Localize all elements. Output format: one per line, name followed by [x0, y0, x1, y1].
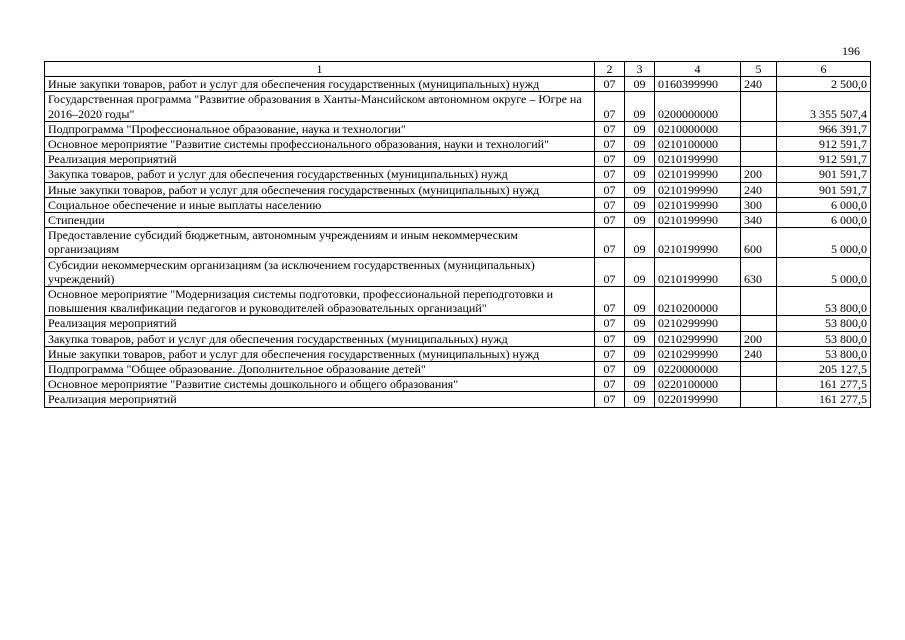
amount-cell: 161 277,5	[777, 392, 871, 407]
section-cell: 07	[595, 197, 625, 212]
name-cell: Иные закупки товаров, работ и услуг для обеспечения государственных (муниципальных) нужд	[45, 346, 595, 361]
target-article-cell: 0220100000	[655, 377, 741, 392]
table-row	[45, 77, 871, 92]
subsection-cell: 09	[625, 316, 655, 331]
amount-cell: 2 500,0	[777, 77, 871, 92]
target-article-cell: 0210199990	[655, 257, 741, 286]
target-article-cell: 0210000000	[655, 121, 741, 136]
subsection-cell: 09	[625, 213, 655, 228]
name-cell: Подпрограмма "Общее образование. Дополнительное образование детей"	[45, 362, 595, 377]
subsection-cell: 09	[625, 137, 655, 152]
header-cell-subsection: 3	[625, 62, 655, 77]
name-cell: Закупка товаров, работ и услуг для обеспечения государственных (муниципальных) нужд	[45, 167, 595, 182]
table-row	[45, 346, 871, 361]
table-row	[45, 213, 871, 228]
table-body	[45, 77, 871, 407]
page-number: 196	[842, 44, 860, 58]
amount-cell: 161 277,5	[777, 377, 871, 392]
section-cell: 07	[595, 331, 625, 346]
section-cell: 07	[595, 287, 625, 316]
name-cell: Реализация мероприятий	[45, 316, 595, 331]
name-cell: Реализация мероприятий	[45, 392, 595, 407]
target-article-cell: 0210299990	[655, 346, 741, 361]
table-row	[45, 121, 871, 136]
subsection-cell: 09	[625, 287, 655, 316]
section-cell: 07	[595, 121, 625, 136]
amount-cell: 53 800,0	[777, 331, 871, 346]
expense-type-cell	[741, 377, 777, 392]
section-cell: 07	[595, 346, 625, 361]
expense-type-cell	[741, 392, 777, 407]
expense-type-cell	[741, 137, 777, 152]
section-cell: 07	[595, 362, 625, 377]
target-article-cell: 0220199990	[655, 392, 741, 407]
section-cell: 07	[595, 137, 625, 152]
expense-type-cell	[741, 92, 777, 121]
name-cell: Основное мероприятие "Развитие системы дошкольного и общего образования"	[45, 377, 595, 392]
amount-cell: 53 800,0	[777, 287, 871, 316]
expense-type-cell: 600	[741, 228, 777, 257]
name-cell: Стипендии	[45, 213, 595, 228]
subsection-cell: 09	[625, 377, 655, 392]
name-cell: Иные закупки товаров, работ и услуг для обеспечения государственных (муниципальных) нужд	[45, 77, 595, 92]
expense-type-cell	[741, 316, 777, 331]
table-row	[45, 377, 871, 392]
subsection-cell: 09	[625, 92, 655, 121]
amount-cell: 5 000,0	[777, 257, 871, 286]
section-cell: 07	[595, 257, 625, 286]
expense-type-cell: 240	[741, 346, 777, 361]
amount-cell: 6 000,0	[777, 213, 871, 228]
amount-cell: 912 591,7	[777, 137, 871, 152]
target-article-cell: 0210199990	[655, 197, 741, 212]
name-cell: Основное мероприятие "Модернизация системы подготовки, профессиональной переподготовки и повышения квалификации педагогов и руководителей образовательных организаций"	[45, 287, 595, 316]
table-row	[45, 197, 871, 212]
table-row	[45, 362, 871, 377]
amount-cell: 205 127,5	[777, 362, 871, 377]
table-row	[45, 92, 871, 121]
amount-cell: 966 391,7	[777, 121, 871, 136]
header-cell-expense-type: 5	[741, 62, 777, 77]
expense-type-cell	[741, 152, 777, 167]
target-article-cell: 0210200000	[655, 287, 741, 316]
subsection-cell: 09	[625, 152, 655, 167]
section-cell: 07	[595, 377, 625, 392]
expense-type-cell: 200	[741, 331, 777, 346]
section-cell: 07	[595, 228, 625, 257]
name-cell: Закупка товаров, работ и услуг для обеспечения государственных (муниципальных) нужд	[45, 331, 595, 346]
subsection-cell: 09	[625, 77, 655, 92]
amount-cell: 53 800,0	[777, 316, 871, 331]
section-cell: 07	[595, 213, 625, 228]
table-row	[45, 257, 871, 286]
subsection-cell: 09	[625, 121, 655, 136]
header-cell-section: 2	[595, 62, 625, 77]
header-cell-name: 1	[45, 62, 595, 77]
section-cell: 07	[595, 167, 625, 182]
table-row	[45, 182, 871, 197]
amount-cell: 901 591,7	[777, 167, 871, 182]
table-row	[45, 228, 871, 257]
subsection-cell: 09	[625, 257, 655, 286]
amount-cell: 5 000,0	[777, 228, 871, 257]
subsection-cell: 09	[625, 182, 655, 197]
target-article-cell: 0210100000	[655, 137, 741, 152]
expense-type-cell: 240	[741, 77, 777, 92]
target-article-cell: 0210299990	[655, 316, 741, 331]
name-cell: Реализация мероприятий	[45, 152, 595, 167]
target-article-cell: 0210299990	[655, 331, 741, 346]
amount-cell: 3 355 507,4	[777, 92, 871, 121]
name-cell: Субсидии некоммерческим организациям (за исключением государственных (муниципальных) учреждений)	[45, 257, 595, 286]
name-cell: Основное мероприятие "Развитие системы профессионального образования, науки и технологий"	[45, 137, 595, 152]
name-cell: Государственная программа "Развитие образования в Ханты-Мансийском автономном округе – Югре на 2016–2020 годы"	[45, 92, 595, 121]
target-article-cell: 0210199990	[655, 152, 741, 167]
target-article-cell: 0210199990	[655, 167, 741, 182]
expense-type-cell: 300	[741, 197, 777, 212]
section-cell: 07	[595, 152, 625, 167]
expense-type-cell	[741, 287, 777, 316]
name-cell: Предоставление субсидий бюджетным, автономным учреждениям и иным некоммерческим организациям	[45, 228, 595, 257]
section-cell: 07	[595, 392, 625, 407]
target-article-cell: 0160399990	[655, 77, 741, 92]
amount-cell: 53 800,0	[777, 346, 871, 361]
table-row	[45, 137, 871, 152]
subsection-cell: 09	[625, 362, 655, 377]
target-article-cell: 0210199990	[655, 228, 741, 257]
name-cell: Подпрограмма "Профессиональное образование, наука и технологии"	[45, 121, 595, 136]
table-row	[45, 392, 871, 407]
subsection-cell: 09	[625, 346, 655, 361]
section-cell: 07	[595, 316, 625, 331]
budget-table	[44, 61, 871, 408]
section-cell: 07	[595, 77, 625, 92]
table-row	[45, 167, 871, 182]
subsection-cell: 09	[625, 392, 655, 407]
target-article-cell: 0210199990	[655, 213, 741, 228]
subsection-cell: 09	[625, 197, 655, 212]
expense-type-cell	[741, 362, 777, 377]
header-cell-target-article: 4	[655, 62, 741, 77]
expense-type-cell: 340	[741, 213, 777, 228]
amount-cell: 912 591,7	[777, 152, 871, 167]
header-cell-amount: 6	[777, 62, 871, 77]
subsection-cell: 09	[625, 167, 655, 182]
amount-cell: 901 591,7	[777, 182, 871, 197]
subsection-cell: 09	[625, 228, 655, 257]
table-row	[45, 287, 871, 316]
table-row	[45, 331, 871, 346]
name-cell: Иные закупки товаров, работ и услуг для обеспечения государственных (муниципальных) нужд	[45, 182, 595, 197]
target-article-cell: 0200000000	[655, 92, 741, 121]
header-row	[45, 62, 871, 77]
section-cell: 07	[595, 182, 625, 197]
amount-cell: 6 000,0	[777, 197, 871, 212]
target-article-cell: 0220000000	[655, 362, 741, 377]
expense-type-cell: 240	[741, 182, 777, 197]
table-row	[45, 316, 871, 331]
expense-type-cell	[741, 121, 777, 136]
table-row	[45, 152, 871, 167]
subsection-cell: 09	[625, 331, 655, 346]
section-cell: 07	[595, 92, 625, 121]
expense-type-cell: 630	[741, 257, 777, 286]
expense-type-cell: 200	[741, 167, 777, 182]
name-cell: Социальное обеспечение и иные выплаты населению	[45, 197, 595, 212]
target-article-cell: 0210199990	[655, 182, 741, 197]
